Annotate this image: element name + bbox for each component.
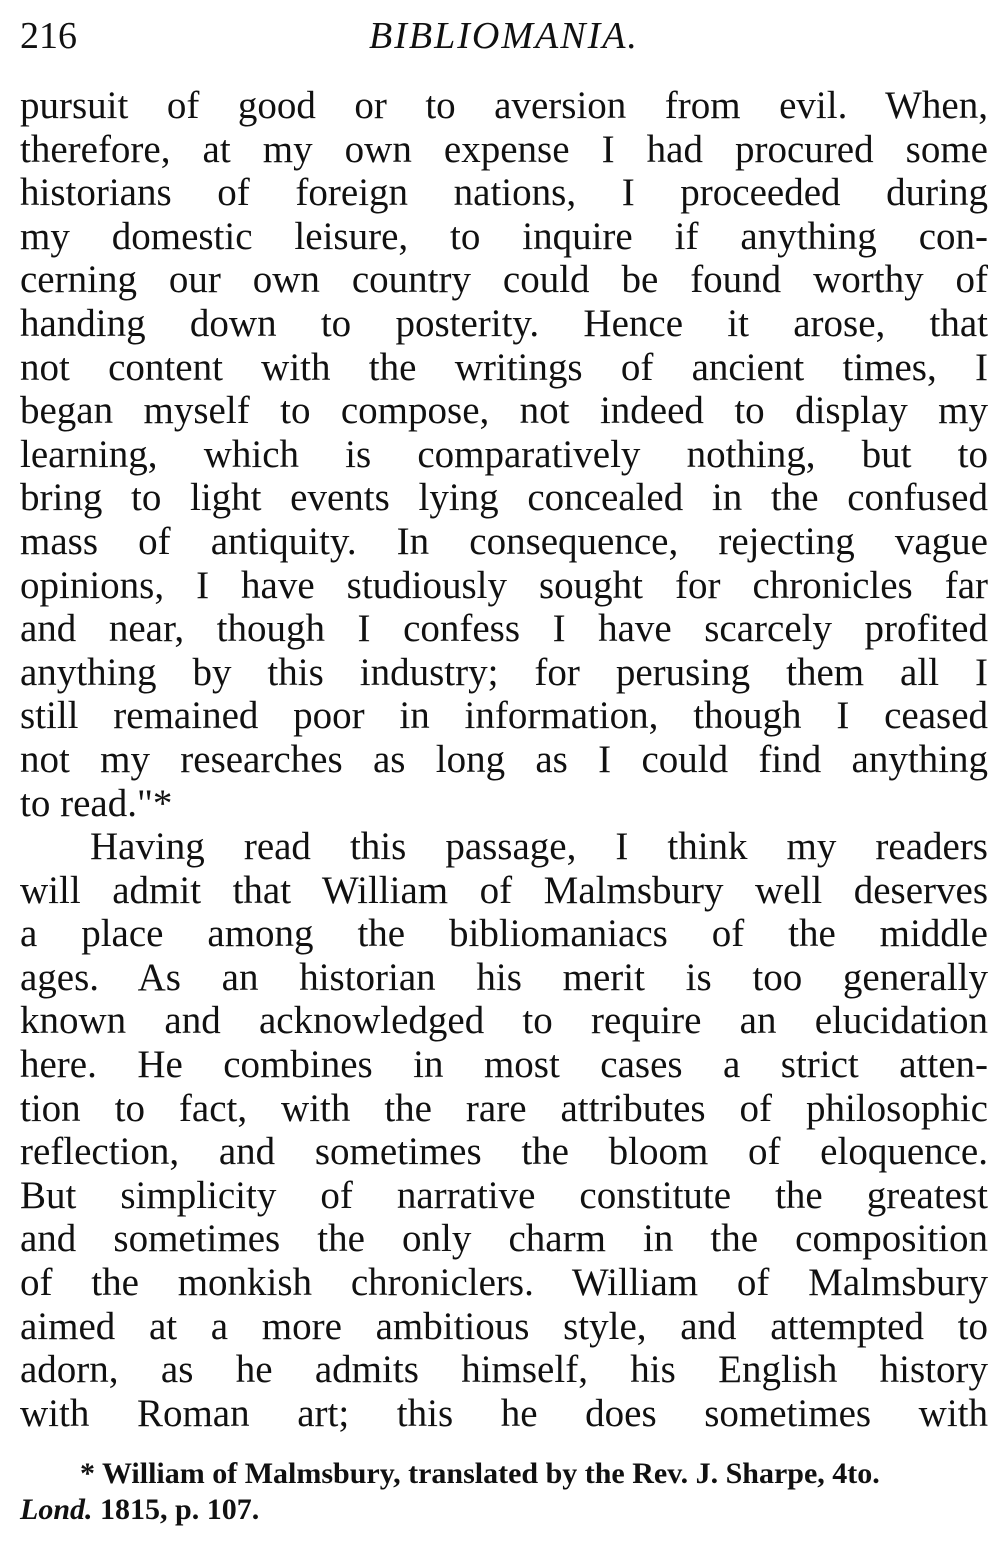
text-line: ages. As an historian his merit is too generally	[20, 955, 988, 999]
footnote-line: * William of Malmsbury, translated by the Rev. J. Sharpe, 4to.	[80, 1457, 880, 1490]
running-title: BIBLIOMANIA.	[369, 15, 639, 57]
text-line: not content with the writings of ancient times, I	[20, 345, 988, 389]
text-line: aimed at a more ambitious style, and attempted to	[20, 1304, 988, 1348]
page-number: 216	[20, 15, 77, 57]
text-line: pursuit of good or to aversion from evil. When,	[20, 84, 988, 127]
text-line: with Roman art; this he does sometimes with	[20, 1391, 988, 1435]
text-line: here. He combines in most cases a strict atten-	[20, 1043, 988, 1087]
text-line: bring to light events lying concealed in the confused	[20, 476, 988, 520]
text-line: still remained poor in information, though I ceased	[20, 694, 988, 738]
footnote	[20, 1456, 988, 1528]
text-line: But simplicity of narrative constitute the greatest	[20, 1173, 988, 1217]
footnote-line	[20, 1492, 988, 1528]
text-line: anything by this industry; for perusing them all I	[20, 650, 988, 694]
text-line: and near, though I confess I have scarcely profited	[20, 607, 988, 651]
text-line: my domestic leisure, to inquire if anything con-	[20, 214, 988, 258]
text-line: not my researches as long as I could find anything	[20, 737, 988, 781]
page-header	[20, 14, 988, 58]
text-line: therefore, at my own expense I had procured some	[20, 127, 988, 171]
text-line: mass of antiquity. In consequence, rejecting vague	[20, 519, 988, 563]
text-line: tion to fact, with the rare attributes of philosophic	[20, 1086, 988, 1130]
text-line: handing down to posterity. Hence it arose, that	[20, 301, 988, 345]
text-line: opinions, I have studiously sought for chronicles far	[20, 563, 988, 607]
text-line: learning, which is comparatively nothing, but to	[20, 432, 988, 476]
footnote-place: Lond.	[20, 1493, 93, 1526]
text-line: of the monkish chroniclers. William of Malmsbury	[20, 1261, 988, 1305]
text-line: cerning our own country could be found worthy of	[20, 258, 988, 302]
text-line: and sometimes the only charm in the composition	[20, 1217, 988, 1261]
footnote-date-page: 1815, p. 107.	[92, 1493, 260, 1526]
text-line: reflection, and sometimes the bloom of eloquence.	[20, 1130, 988, 1174]
text-line: to read."*	[20, 781, 173, 825]
body-text	[20, 84, 988, 1435]
book-page	[20, 0, 988, 1552]
text-line: adorn, as he admits himself, his English history	[20, 1348, 988, 1392]
text-line: known and acknowledged to require an elucidation	[20, 999, 988, 1043]
text-line: historians of foreign nations, I proceeded during	[20, 171, 988, 215]
text-line: began myself to compose, not indeed to display my	[20, 389, 988, 433]
text-line: will admit that William of Malmsbury well deserves	[20, 868, 988, 912]
text-line: a place among the bibliomaniacs of the middle	[20, 912, 988, 956]
text-line: Having read this passage, I think my readers	[90, 825, 988, 869]
